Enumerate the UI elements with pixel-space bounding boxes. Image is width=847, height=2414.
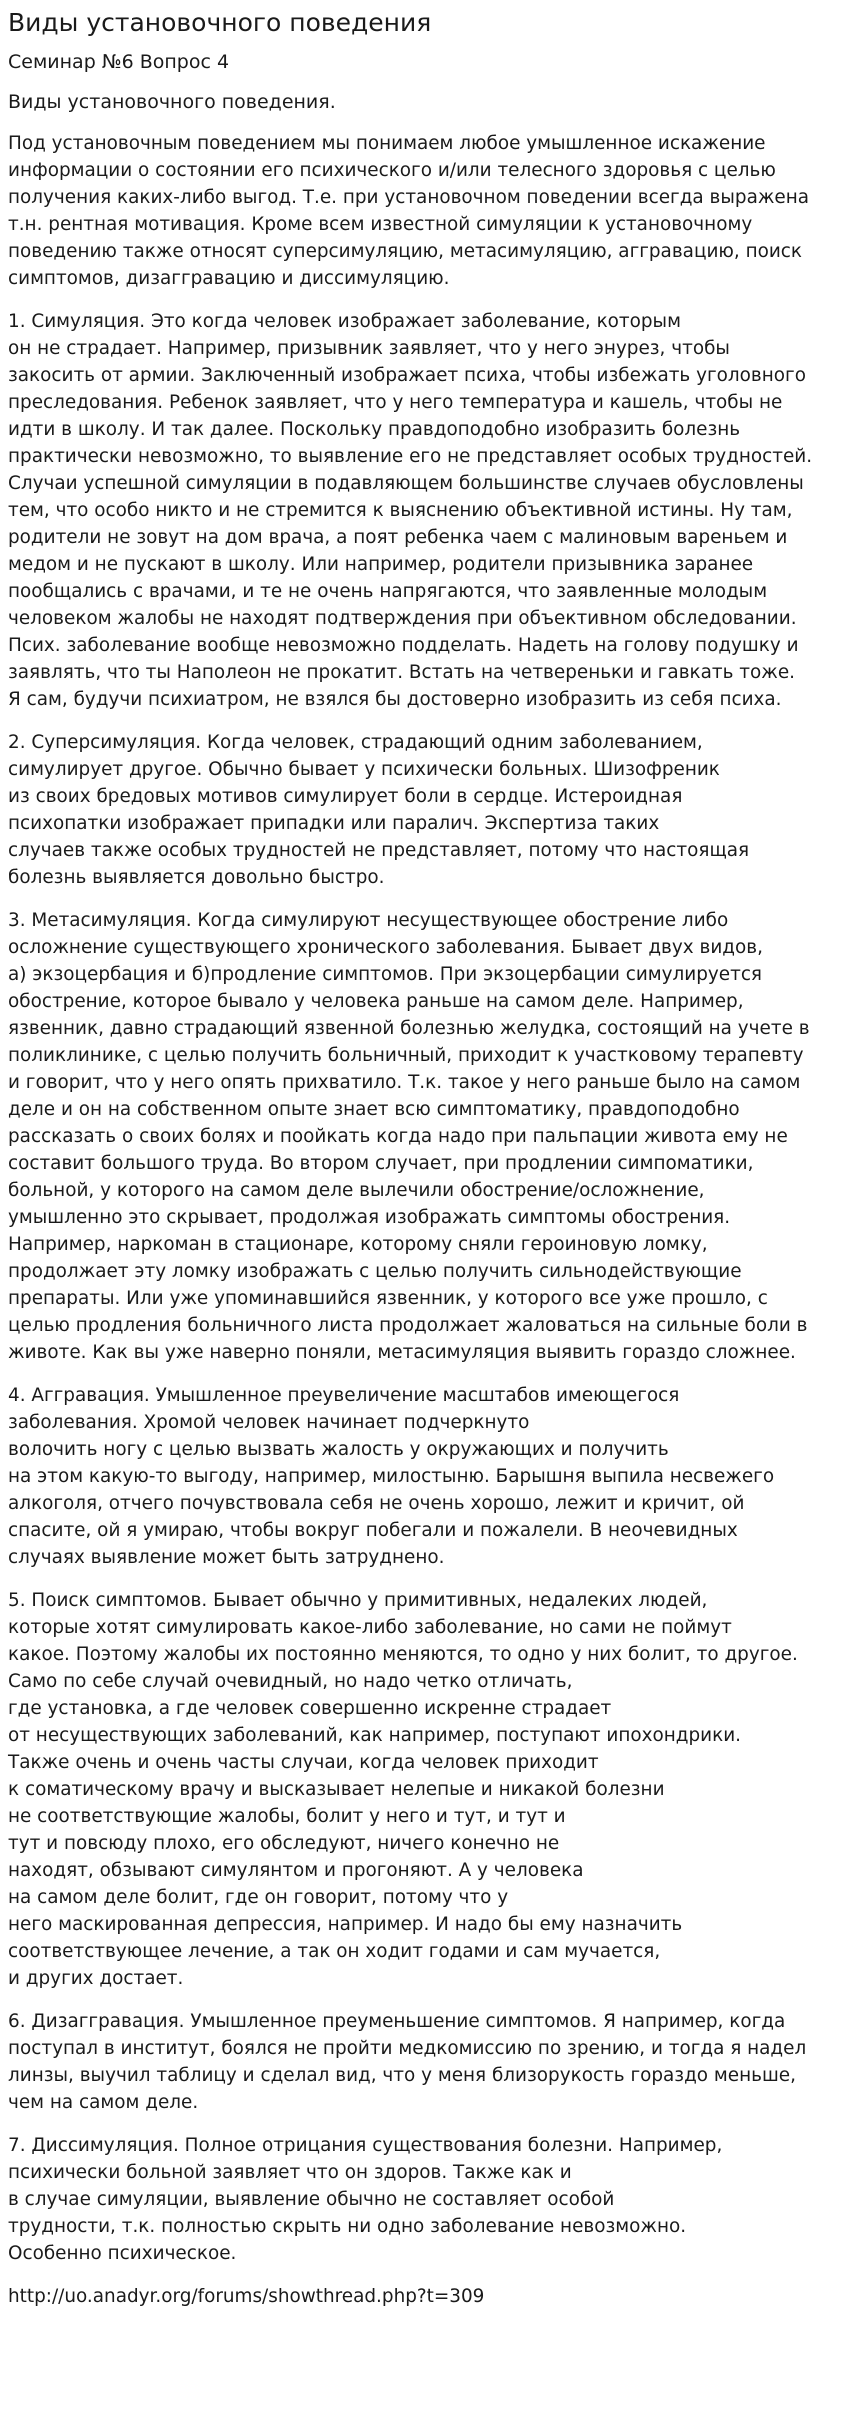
paragraph-intro: Под установочным поведением мы понимаем любое умышленное искажение информации о состоянии его психического и/или телесного здоровья с целью получения каких-либо выгод. Т.е. при установочном поведении всегда выражена т.н. рентная мотивация. Кроме всем известной симуляции к установочному поведению также относят суперсимуляцию, метасимуляцию, аггравацию, поиск симптомов, дизаггравацию и диссимуляцию. (8, 133, 810, 289)
paragraph-disaggravation: 6. Дизаггравация. Умышленное преуменьшение симптомов. Я например, когда поступал в институт, боялся не пройти медкомиссию по зрению, и тогда я надел линзы, выучил таблицу и сделал вид, что у меня близорукость гораздо меньше, чем на самом деле. (8, 2011, 807, 2113)
source-link[interactable]: http://uo.anadyr.org/forums/showthread.php?t=309 (8, 2286, 485, 2307)
paragraph-supersimulation: 2. Суперсимуляция. Когда человек, страдающий одним заболеванием, симулирует другое. Обычно бывает у психически больных. Шизофреник из своих бредовых мотивов симулирует боли в сердце. Истероидная психопатки изображает припадки или паралич. Экспертиза таких случаев также особых трудностей не представляет, потому что настоящая болезнь выявляется довольно быстро. (8, 732, 750, 888)
page-title: Виды установочного поведения (8, 8, 432, 37)
paragraph-aggravation: 4. Аггравация. Умышленное преувеличение масштабов имеющегося заболевания. Хромой человек начинает подчеркнуто волочить ногу с целью вызвать жалость у окружающих и получить на этом какую-то выгоду, например, милостыню. Барышня выпила несвежего алкоголя, отчего почувствовала себя не очень хорошо, лежит и кричит, ой спасите, ой я умираю, чтобы вокруг побегали и пожалели. В неочевидных случаях выявление может быть затруднено. (8, 1385, 775, 1568)
page-subtitle: Семинар №6 Вопрос 4 (8, 51, 230, 73)
paragraph-dissimulation: 7. Диссимуляция. Полное отрицания существования болезни. Например, психически больной заявляет что он здоров. Также как и в случае симуляции, выявление обычно не составляет особой трудности, т.к. полностью скрыть ни одно заболевание невозможно. Особенно психическое. (8, 2135, 723, 2264)
paragraph-metasimulation: 3. Метасимуляция. Когда симулируют несуществующее обострение либо осложнение существующего хронического заболевания. Бывает двух видов, а) экзоцербация и б)продление симптомов. При экзоцербации симулируется обострение, которое бывало у человека раньше на самом деле. Например, язвенник, давно страдающий язвенной болезнью желудка, состоящий на учете в поликлинике, с целью получить больничный, приходит к участковому терапевту и говорит, что у него опять прихватило. Т.к. такое у него раньше было на самом деле и он на собственном опыте знает всю симптоматику, правдоподобно рассказать о своих болях и поойкать когда надо при пальпации живота ему не составит большого труда. Во втором случает, при продлении симпоматики, больной, у которого на самом деле вылечили обострение/осложнение, умышленно это скрывает, продолжая изображать симптомы обострения. Например, наркоман в стационаре, которому сняли героиновую ломку, продолжает эту ломку изображать с целью получить сильнодействующие препараты. Или уже упоминавшийся язвенник, у которого все уже прошло, с целью продления больничного листа продолжает жаловаться на сильные боли в животе. Как вы уже наверно поняли, метасимуляция выявить гораздо сложнее. (8, 910, 810, 1363)
paragraph-simulation: 1. Симуляция. Это когда человек изображает заболевание, которым он не страдает. Например, призывник заявляет, что у него энурез, чтобы закосить от армии. Заключенный изображает психа, чтобы избежать уголовного преследования. Ребенок заявляет, что у него температура и кашель, чтобы не идти в школу. И так далее. Поскольку правдоподобно изобразить болезнь практически невозможно, то выявление его не представляет особых трудностей. Случаи успешной симуляции в подавляющем большинстве случаев обусловлены тем, что особо никто и не стремится к выяснению объективной истины. Ну там, родители не зовут на дом врача, а поят ребенка чаем с малиновым вареньем и медом и не пускают в школу. Или например, родители призывника заранее пообщались с врачами, и те не очень напрягаются, что заявленные молодым человеком жалобы не находят подтверждения при объективном обследовании. Псих. заболевание вообще невозможно подделать. Надеть на голову подушку и заявлять, что ты Наполеон не прокатит. Встать на четвереньки и гавкать тоже. Я сам, будучи психиатром, не взялся бы достоверно изобразить из себя психа. (8, 311, 813, 710)
intro-heading: Виды установочного поведения. (8, 91, 336, 113)
paragraph-symptom-search: 5. Поиск симптомов. Бывает обычно у примитивных, недалеких людей, которые хотят симулировать какое-либо заболевание, но сами не поймут какое. Поэтому жалобы их постоянно меняются, то одно у них болит, то другое. Само по себе случай очевидный, но надо четко отличать, где установка, а где человек совершенно искренне страдает от несуществующих заболеваний, как например, поступают ипохондрики. Также очень и очень часты случаи, когда человек приходит к соматическому врачу и высказывает нелепые и никакой болезни не соответствующие жалобы, болит у него и тут, и тут и тут и повсюду плохо, его обследуют, ничего конечно не находят, обзывают симулянтом и прогоняют. А у человека на самом деле болит, где он говорит, потому что у него маскированная депрессия, например. И надо бы ему назначить соответствующее лечение, а так он ходит годами и сам мучается, и других достает. (8, 1590, 798, 1989)
